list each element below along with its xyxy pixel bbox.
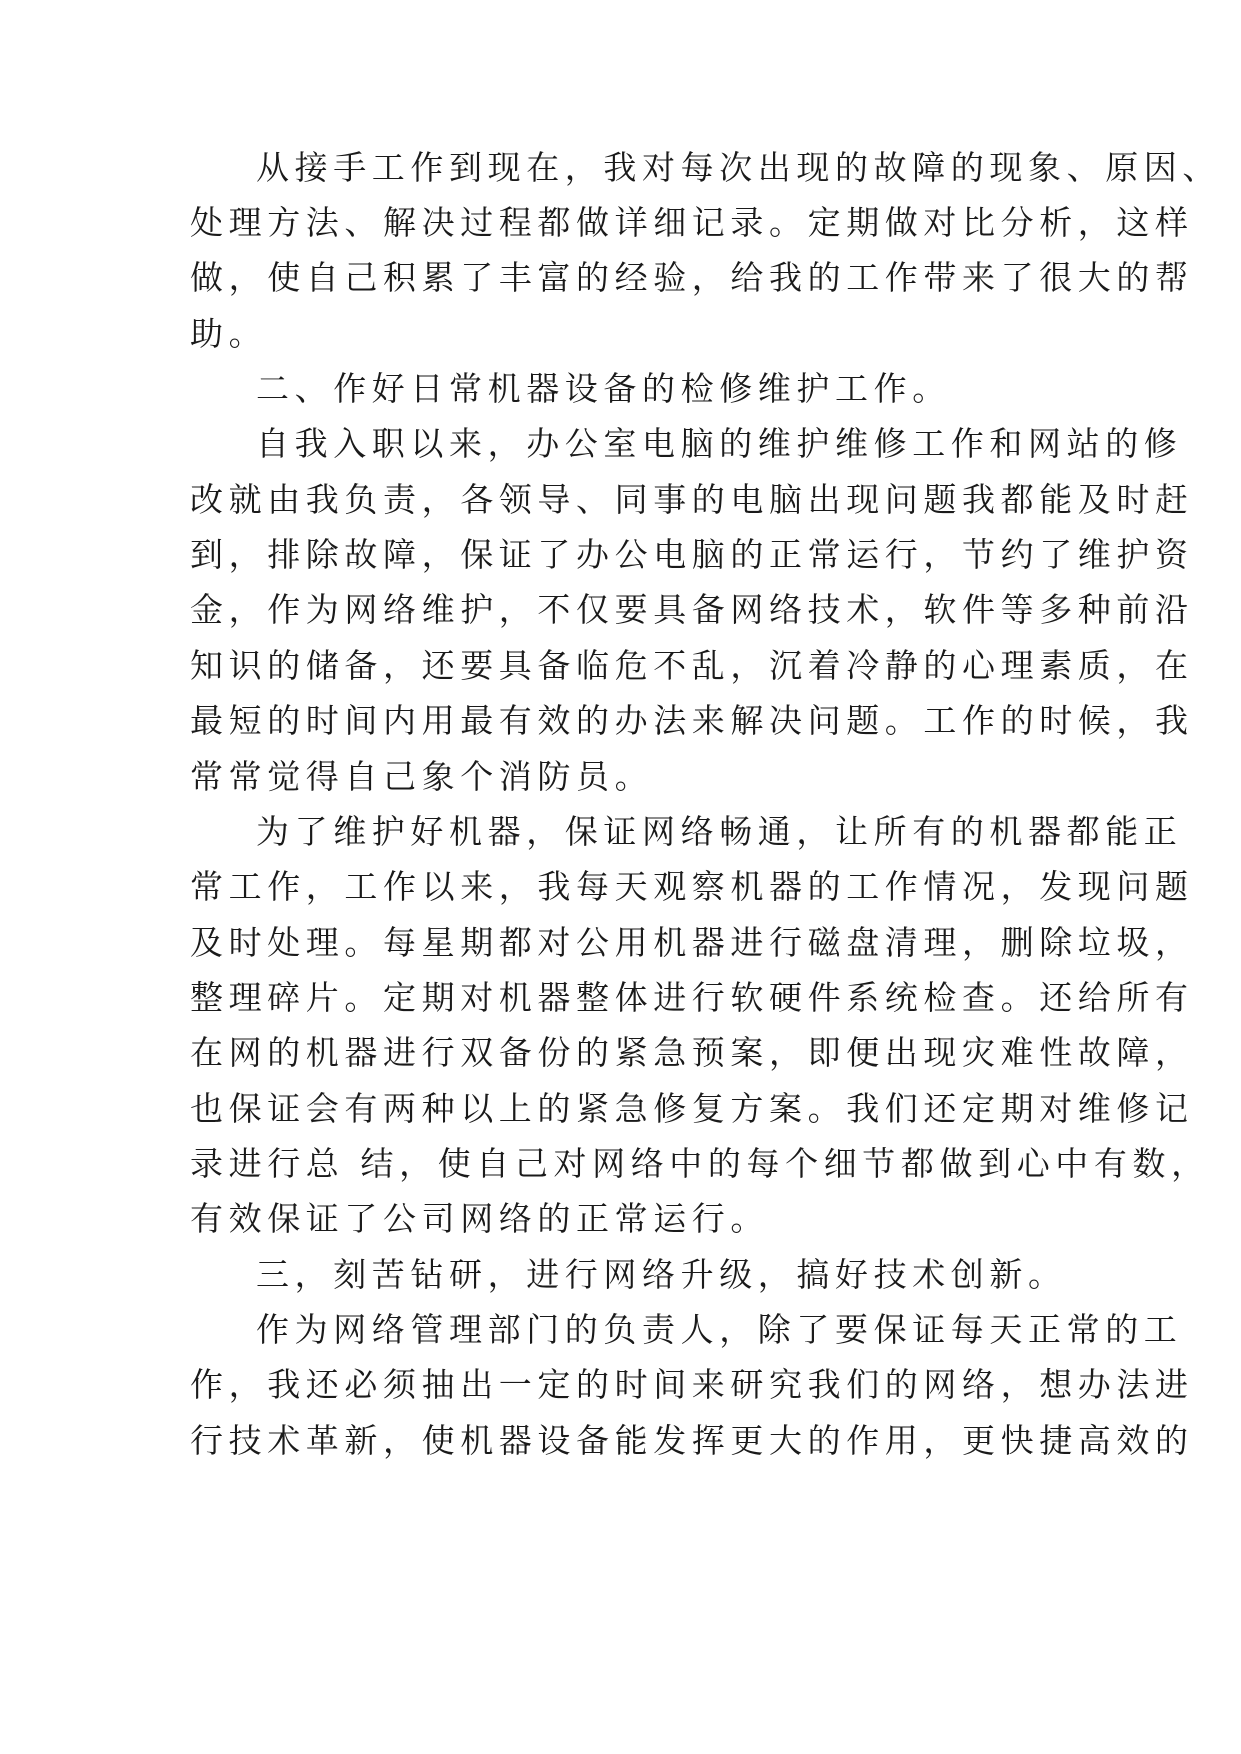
paragraph-line: 常常觉得自己象个消防员。 [190, 757, 654, 796]
paragraph-line: 改就由我负责，各领导、同事的电脑出现问题我都能及时赶 [190, 480, 1194, 519]
paragraph-line: 最短的时间内用最有效的办法来解决问题。工作的时候，我 [190, 701, 1194, 740]
paragraph-line: 及时处理。每星期都对公用机器进行磁盘清理，删除垃圾， [190, 923, 1194, 962]
paragraph-line: 金，作为网络维护，不仅要具备网络技术，软件等多种前沿 [190, 590, 1194, 629]
paragraph-line: 助。 [190, 314, 268, 353]
paragraph-line: 到，排除故障，保证了办公电脑的正常运行，节约了维护资 [190, 535, 1194, 574]
paragraph-line: 在网的机器进行双备份的紧急预案，即便出现灾难性故障， [190, 1033, 1194, 1072]
paragraph-line: 知识的储备，还要具备临危不乱，沉着冷静的心理素质，在 [190, 646, 1194, 685]
paragraph-line: 常工作，工作以来，我每天观察机器的工作情况，发现问题 [190, 867, 1194, 906]
paragraph-line: 作为网络管理部门的负责人，除了要保证每天正常的工 [256, 1310, 1183, 1349]
paragraph-line: 整理碎片。定期对机器整体进行软硬件系统检查。还给所有 [190, 978, 1194, 1017]
paragraph-line: 录进行总 结，使自己对网络中的每个细节都做到心中有数， [190, 1144, 1210, 1183]
paragraph-line: 也保证会有两种以上的紧急修复方案。我们还定期对维修记 [190, 1089, 1194, 1128]
paragraph-line: 从接手工作到现在，我对每次出现的故障的现象、原因、 [256, 148, 1221, 187]
paragraph-line: 有效保证了公司网络的正常运行。 [190, 1199, 769, 1238]
paragraph-line: 自我入职以来，办公室电脑的维护维修工作和网站的修 [256, 424, 1183, 463]
paragraph-line: 处理方法、解决过程都做详细记录。定期做对比分析，这样 [190, 203, 1194, 242]
section-heading: 三，刻苦钻研，进行网络升级，搞好技术创新。 [256, 1255, 1067, 1294]
paragraph-line: 为了维护好机器，保证网络畅通，让所有的机器都能正 [256, 812, 1183, 851]
paragraph-line: 做，使自己积累了丰富的经验，给我的工作带来了很大的帮 [190, 258, 1194, 297]
paragraph-line: 行技术革新，使机器设备能发挥更大的作用，更快捷高效的 [190, 1421, 1194, 1460]
paragraph-line: 作，我还必须抽出一定的时间来研究我们的网络，想办法进 [190, 1365, 1194, 1404]
section-heading: 二、作好日常机器设备的检修维护工作。 [256, 369, 951, 408]
